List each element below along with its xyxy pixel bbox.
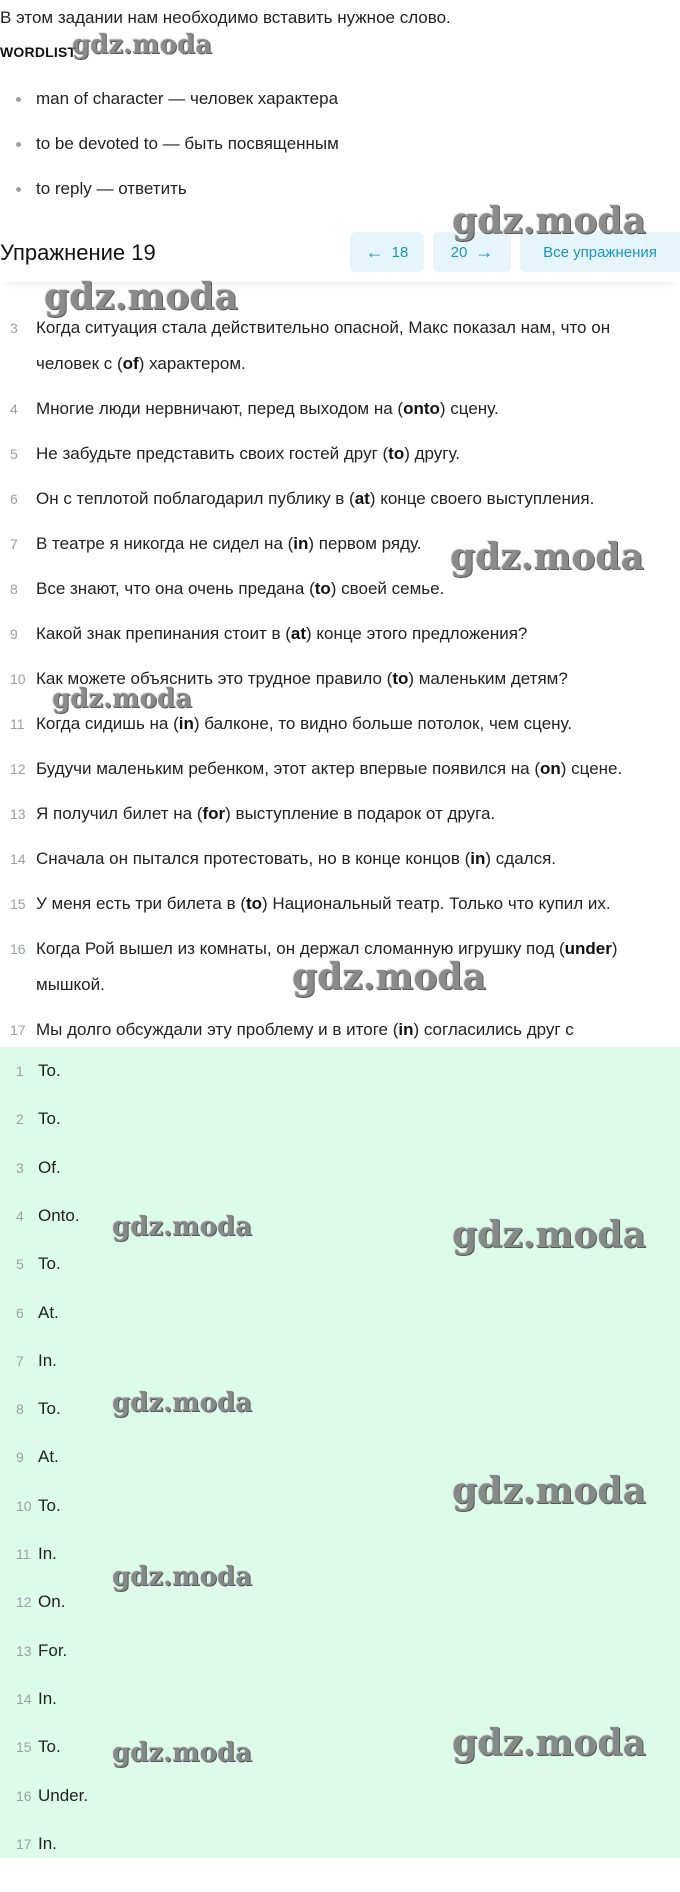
task-line (36, 310, 680, 346)
answer-item (0, 1443, 200, 1473)
watermark: gdz.moda (112, 1388, 253, 1418)
answer-word: to (392, 669, 409, 688)
watermark: gdz.moda (52, 684, 193, 714)
watermark: gdz.moda (112, 1738, 253, 1768)
task-text: Не забудьте представить своих гостей друг ( (36, 444, 389, 463)
answer-item (0, 1782, 200, 1812)
task-item (0, 481, 680, 517)
answer-value: For. (38, 1640, 68, 1660)
prev-exercise-button[interactable]: ← 18 (350, 232, 424, 272)
page-title: Упражнение 19 (0, 240, 156, 265)
answer-number: 13 (16, 1642, 32, 1659)
task-text: ) характером. (138, 354, 246, 373)
task-text: Многие люди нервничают, перед выходом на ( (36, 399, 404, 418)
answer-number: 3 (16, 1159, 24, 1176)
next-exercise-button[interactable]: 20 → (433, 232, 511, 272)
task-number: 4 (10, 401, 18, 417)
task-line (36, 931, 680, 967)
answer-value: To. (38, 1737, 61, 1757)
task-item (0, 310, 680, 382)
task-text: человек с ( (36, 354, 123, 373)
answer-item (0, 1830, 200, 1860)
task-item (0, 931, 680, 1003)
watermark: gdz.moda (72, 30, 213, 60)
task-number: 13 (10, 806, 26, 822)
task-text: Все знают, что она очень предана ( (36, 579, 315, 598)
answer-value: To. (38, 1399, 61, 1419)
exercise-header (0, 222, 680, 282)
bullet-icon (16, 97, 21, 102)
answers-panel (0, 1047, 680, 1858)
task-item (0, 796, 680, 832)
task-text: ) сцене. (560, 759, 623, 778)
answer-number: 6 (16, 1304, 24, 1321)
task-text: ) конце своего выступления. (369, 489, 595, 508)
answer-item (0, 1202, 200, 1232)
answer-word: in (178, 714, 194, 733)
task-text: ) согласились друг с (413, 1020, 574, 1039)
answer-item (0, 1250, 200, 1280)
answer-value: Of. (38, 1157, 61, 1177)
task-text: Мы долго обсуждали эту проблему и в итоге ( (36, 1020, 399, 1039)
task-item (0, 526, 680, 562)
bullet-icon (16, 187, 21, 192)
answer-item (0, 1299, 200, 1329)
answer-value: In. (38, 1350, 57, 1370)
task-text: ) конце этого предложения? (306, 624, 528, 643)
wordlist-item: to reply — ответить (0, 178, 339, 223)
answer-value: In. (38, 1544, 57, 1563)
task-number: 3 (10, 320, 18, 336)
answer-word: to (388, 444, 405, 463)
task-number: 14 (10, 851, 26, 867)
answer-word: in (398, 1020, 414, 1039)
task-line (36, 751, 680, 787)
task-text: Какой знак препинания стоит в ( (36, 624, 291, 643)
task-text: ) первом ряду. (308, 534, 422, 553)
task-line (36, 886, 680, 922)
answer-number: 2 (16, 1111, 24, 1128)
task-number: 7 (10, 536, 18, 552)
task-number: 17 (10, 1022, 26, 1038)
all-exercises-button[interactable]: Все упражнения (520, 232, 680, 272)
task-item (0, 841, 680, 877)
answer-item (0, 1685, 200, 1715)
task-item (0, 886, 680, 922)
answer-value: Onto. (38, 1205, 80, 1225)
task-line (36, 571, 680, 607)
answer-number: 7 (16, 1352, 24, 1369)
answer-item (0, 1347, 200, 1377)
answer-word: at (354, 489, 370, 508)
answer-value: To. (38, 1495, 61, 1515)
answer-number: 9 (16, 1449, 24, 1466)
answer-value: At. (38, 1302, 59, 1322)
task-line (36, 967, 680, 1003)
task-item (0, 661, 680, 697)
task-text: Когда сидишь на ( (36, 714, 179, 733)
task-line (36, 436, 680, 472)
answer-number: 8 (16, 1401, 24, 1418)
watermark: gdz.moda (450, 536, 644, 578)
task-text: ) (611, 939, 618, 958)
answer-item (0, 1105, 200, 1135)
task-number: 5 (10, 446, 18, 462)
task-list (0, 310, 680, 1057)
answer-number: 17 (16, 1835, 32, 1852)
answer-item (0, 1540, 200, 1570)
answer-word: onto (403, 399, 440, 418)
task-text: ) сдался. (485, 849, 557, 868)
task-item (0, 436, 680, 472)
task-number: 15 (10, 896, 26, 912)
answer-word: for (202, 804, 226, 823)
watermark: gdz.moda (44, 276, 238, 318)
answer-item (0, 1057, 200, 1087)
answer-number: 16 (16, 1787, 32, 1804)
answer-word: at (290, 624, 307, 643)
answer-word: in (293, 534, 309, 553)
task-text: Будучи маленьким ребенком, этот актер впервые появился на ( (36, 759, 540, 778)
task-line (36, 796, 680, 832)
task-line (36, 706, 680, 742)
task-item (0, 391, 680, 427)
task-text: мышкой. (36, 975, 105, 994)
answer-item (0, 1733, 200, 1763)
task-text: У меня есть три билета в ( (36, 894, 246, 913)
answer-value: In. (38, 1688, 57, 1708)
task-number: 6 (10, 491, 18, 507)
watermark: gdz.moda (452, 1470, 646, 1512)
answer-word: on (539, 759, 561, 778)
answer-item (0, 1588, 200, 1618)
watermark: gdz.moda (112, 1562, 253, 1592)
task-text: ) другу. (404, 444, 461, 463)
task-line (36, 1012, 680, 1048)
answer-item (0, 1637, 200, 1667)
task-text: Когда ситуация стала действительно опасной, Макс показал нам, что он (36, 318, 611, 337)
task-number: 16 (10, 941, 26, 957)
answer-value: Under. (38, 1785, 89, 1805)
wordlist (0, 88, 339, 223)
answer-value: In. (38, 1833, 57, 1853)
answer-value: To. (38, 1254, 61, 1274)
answer-value: At. (38, 1447, 59, 1467)
task-line (36, 346, 680, 382)
task-line (36, 661, 680, 697)
task-item (0, 706, 680, 742)
answer-word: to (314, 579, 331, 598)
task-text: ) Национальный театр. Только что купил их. (262, 894, 611, 913)
answer-word: in (470, 849, 486, 868)
answer-item (0, 1492, 200, 1522)
task-text: ) выступление в подарок от друга. (225, 804, 496, 823)
task-text: Когда Рой вышел из комнаты, он держал сломанную игрушку под ( (36, 939, 565, 958)
task-item (0, 751, 680, 787)
task-item (0, 571, 680, 607)
answer-word: of (122, 354, 139, 373)
answer-item (0, 1395, 200, 1425)
task-text: ) своей семье. (330, 579, 445, 598)
task-number: 11 (10, 716, 25, 732)
answer-number: 15 (16, 1739, 32, 1756)
task-number: 9 (10, 626, 18, 642)
task-text: В театре я никогда не сидел на ( (36, 534, 294, 553)
watermark: gdz.moda (452, 200, 646, 242)
wordlist-label: WORDLIST (0, 44, 77, 60)
intro-text: В этом задании нам необходимо вставить нужное слово. (0, 8, 451, 27)
task-item (0, 616, 680, 652)
answer-number: 4 (16, 1207, 24, 1224)
watermark: gdz.moda (452, 1722, 646, 1764)
answer-number: 10 (16, 1497, 32, 1514)
task-text: ) сцену. (439, 399, 499, 418)
answer-number: 1 (16, 1063, 24, 1079)
wordlist-item: man of character — человек характера (0, 88, 339, 133)
wordlist-item: to be devoted to — быть посвященным (0, 133, 339, 178)
answer-number: 14 (16, 1690, 32, 1707)
task-line (36, 391, 680, 427)
answer-item (0, 1154, 200, 1184)
answer-value: To. (38, 1109, 61, 1129)
answer-word: to (246, 894, 263, 913)
task-text: ) балконе, то видно больше потолок, чем сцену. (193, 714, 573, 733)
watermark: gdz.moda (292, 956, 486, 998)
task-number: 8 (10, 581, 18, 597)
answer-number: 5 (16, 1256, 24, 1273)
task-text: ) маленьким детям? (408, 669, 568, 688)
watermark: gdz.moda (112, 1212, 253, 1242)
task-line (36, 481, 680, 517)
task-text: Я получил билет на ( (36, 804, 203, 823)
answer-word: under (564, 939, 612, 958)
answer-number: 12 (16, 1594, 32, 1611)
arrow-left-icon: ← (365, 242, 384, 262)
task-item (0, 1012, 680, 1048)
answer-value: To. (38, 1061, 61, 1080)
task-line (36, 841, 680, 877)
task-number: 12 (10, 761, 26, 777)
task-text: Как можете объяснить это трудное правило ( (36, 669, 393, 688)
task-line (36, 526, 680, 562)
task-line (36, 616, 680, 652)
bullet-icon (16, 142, 21, 147)
task-text: Сначала он пытался протестовать, но в конце концов ( (36, 849, 471, 868)
task-text: Он с теплотой поблагодарил публику в ( (36, 489, 355, 508)
watermark: gdz.moda (452, 1214, 646, 1256)
arrow-right-icon: → (475, 242, 494, 262)
answer-number: 11 (16, 1546, 31, 1562)
task-number: 10 (10, 671, 26, 687)
answer-value: On. (38, 1592, 66, 1612)
